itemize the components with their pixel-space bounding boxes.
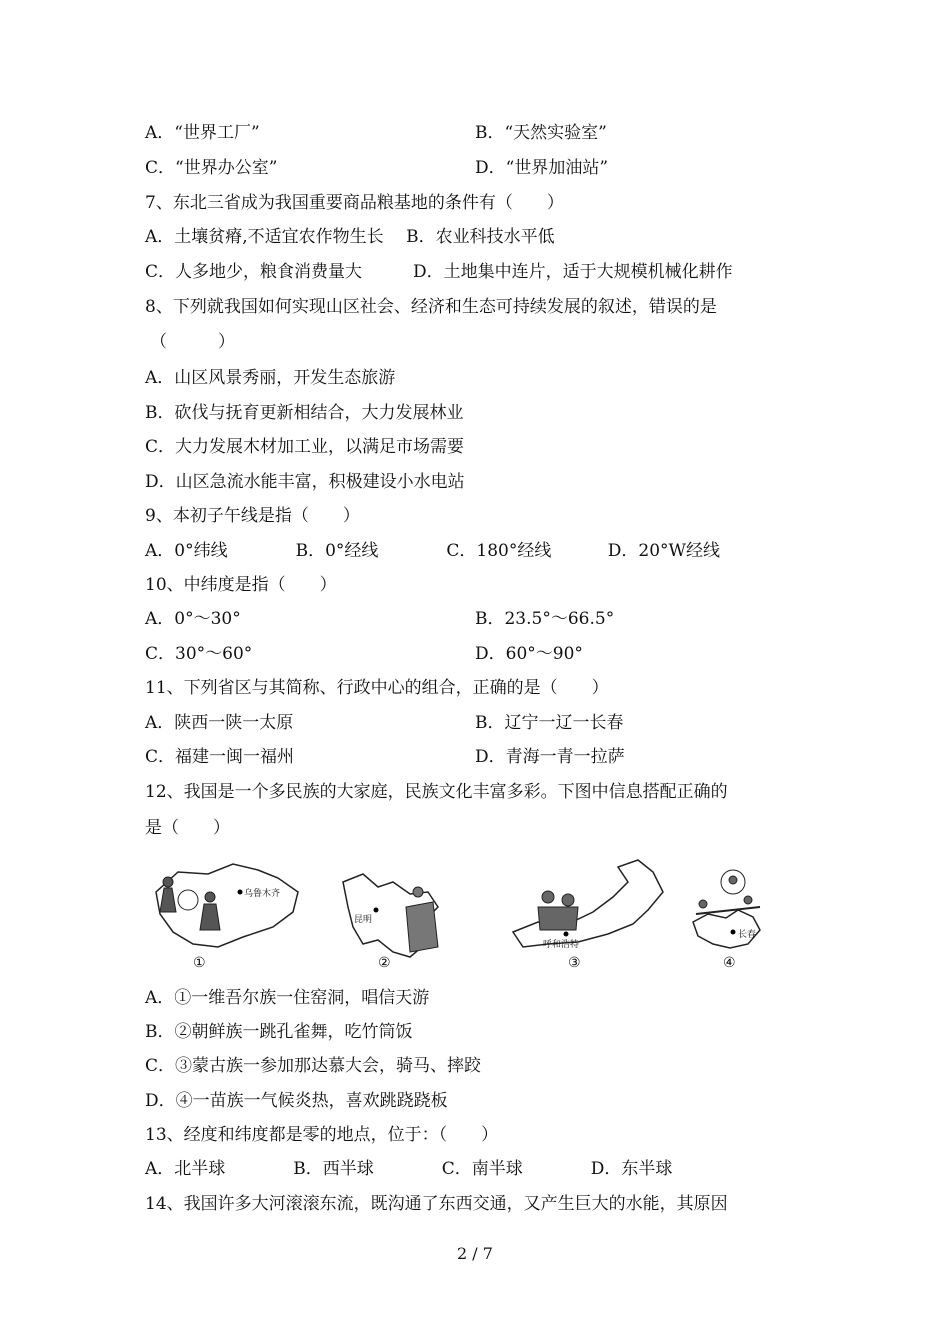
q10-option-c: C．30°～60° (145, 644, 253, 664)
figure-label-4: ④ (723, 955, 736, 971)
q10-stem: 10、中纬度是指（ ） (145, 575, 337, 595)
city-label-hohhot: 呼和浩特 (543, 940, 580, 950)
q8-option-a: A．山区风景秀丽，开发生态旅游 (145, 368, 396, 388)
q6-option-a: A．“世界工厂” (145, 123, 260, 143)
kunming-dot (374, 908, 379, 913)
peacock-dancer-illustration (406, 887, 438, 952)
q14-stem: 14、我国许多大河滚滚东流，既沟通了东西交通，又产生巨大的水能，其原因 (145, 1194, 728, 1214)
q11-option-c: C．福建一闽一福州 (145, 747, 295, 767)
q12-stem-line1: 12、我国是一个多民族的大家庭，民族文化丰富多彩。下图中信息搭配正确的 (145, 782, 728, 802)
ethnic-maps-drawing (148, 852, 768, 977)
seesaw-illustration (696, 870, 760, 914)
q13-options: A．北半球 B．西半球 C．南半球 D．东半球 (145, 1159, 673, 1179)
hohhot-dot (564, 932, 569, 937)
q8-paren: （ ） (150, 332, 235, 352)
q6-option-d: D．“世界加油站” (475, 158, 609, 178)
figure-label-2: ② (378, 955, 391, 971)
q8-option-b: B．砍伐与抚育更新相结合，大力发展林业 (145, 403, 464, 423)
q10-option-d: D．60°～90° (475, 644, 583, 664)
figure-label-3: ③ (568, 955, 581, 971)
figure-label-1: ① (193, 955, 206, 971)
q12-option-c: C．③蒙古族一参加那达慕大会，骑马、摔跤 (145, 1056, 482, 1076)
urumqi-dot (238, 890, 243, 895)
city-label-changchun: 长春 (738, 930, 757, 940)
xinjiang-outline (156, 864, 298, 947)
changchun-dot (731, 930, 736, 935)
q7-options-ab: A．土壤贫瘠,不适宜农作物生长 B．农业科技水平低 (145, 227, 555, 247)
q6-option-c: C．“世界办公室” (145, 158, 278, 178)
q10-option-a: A．0°～30° (145, 609, 241, 629)
page-number: 2 / 7 (457, 1244, 493, 1263)
q13-stem: 13、经度和纬度都是零的地点，位于：（ ） (145, 1125, 499, 1145)
q9-options: A．0°纬线 B．0°经线 C．180°经线 D．20°W经线 (145, 541, 720, 561)
city-label-urumqi: 乌鲁木齐 (244, 889, 281, 899)
ethnic-maps-figure (148, 852, 768, 977)
q11-stem: 11、下列省区与其简称、行政中心的组合，正确的是（ ） (145, 678, 609, 698)
q6-option-b: B．“天然实验室” (475, 123, 607, 143)
inner-mongolia-outline (513, 860, 663, 947)
q12-option-a: A．①一维吾尔族一住窑洞，唱信天游 (145, 988, 430, 1008)
q7-stem: 7、东北三省成为我国重要商品粮基地的条件有（ ） (145, 193, 564, 213)
q11-option-a: A．陕西一陕一太原 (145, 713, 294, 733)
q9-stem: 9、本初子午线是指（ ） (145, 506, 360, 526)
q11-option-d: D．青海一青一拉萨 (475, 747, 625, 767)
q12-option-b: B．②朝鲜族一跳孔雀舞，吃竹筒饭 (145, 1022, 413, 1042)
q8-option-c: C．大力发展木材加工业，以满足市场需要 (145, 437, 465, 457)
q12-stem-line2: 是（ ） (145, 818, 230, 838)
wrestlers-illustration (538, 891, 578, 930)
q10-option-b: B．23.5°～66.5° (475, 609, 615, 629)
dancers-illustration (160, 877, 220, 930)
q11-option-b: B．辽宁一辽一长春 (475, 713, 624, 733)
q8-option-d: D．山区急流水能丰富，积极建设小水电站 (145, 472, 465, 492)
q12-option-d: D．④一苗族一气候炎热，喜欢跳跷跷板 (145, 1091, 448, 1111)
q7-options-cd: C．人多地少，粮食消费量大 D．土地集中连片，适于大规模机械化耕作 (145, 262, 733, 282)
city-label-kunming: 昆明 (354, 915, 373, 925)
q8-stem: 8、下列就我国如何实现山区社会、经济和生态可持续发展的叙述，错误的是 (145, 297, 717, 317)
